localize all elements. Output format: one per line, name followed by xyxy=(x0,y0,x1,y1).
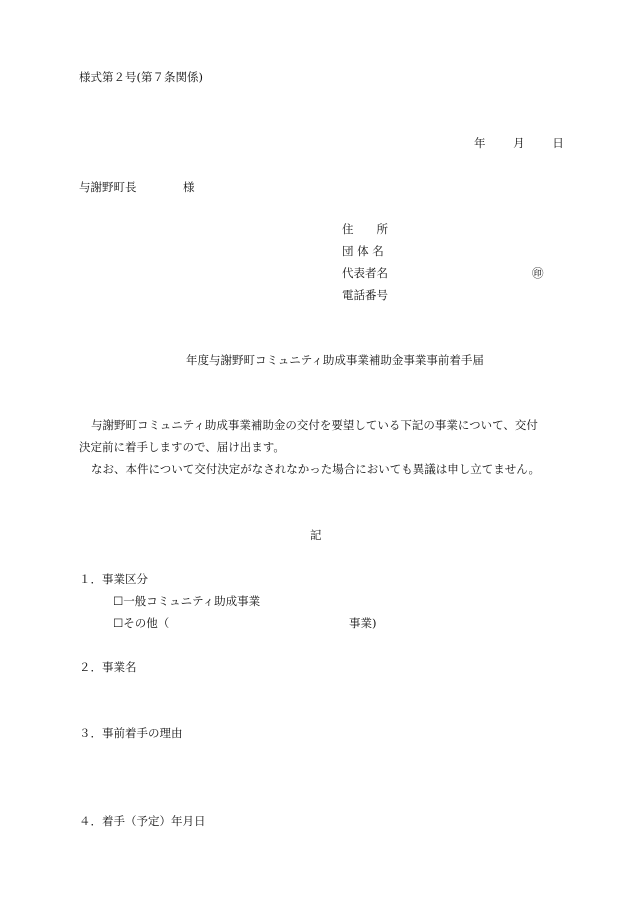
body-line-1: 与謝野町コミュニティ助成事業補助金の交付を要望している下記の事業について、交付 xyxy=(91,418,538,432)
item1-option-other-prefix: ☐その他（ xyxy=(113,616,170,630)
addressee-name: 与謝野町長 xyxy=(79,180,137,194)
applicant-group-label: 団 体 名 xyxy=(342,244,384,258)
date-month: 月 xyxy=(513,136,525,150)
form-number: 様式第２号(第７条関係) xyxy=(79,70,203,84)
item1-label: １．事業区分 xyxy=(79,572,148,586)
ki-heading: 記 xyxy=(310,528,322,542)
item1-option-general: ☐一般コミュニティ助成事業 xyxy=(113,594,261,608)
seal-mark: ㊞ xyxy=(532,266,544,280)
applicant-address-label: 住 所 xyxy=(342,222,388,236)
document-title: 年度与謝野町コミュニティ助成事業補助金事業事前着手届 xyxy=(186,353,484,367)
item2-label: ２．事業名 xyxy=(79,660,137,674)
applicant-representative-label: 代表者名 xyxy=(342,266,388,280)
item3-label: ３．事前着手の理由 xyxy=(79,726,183,740)
date-line xyxy=(474,138,564,150)
body-line-2: 決定前に着手しますので、届け出ます。 xyxy=(79,440,285,454)
item1-option-other-suffix: 事業) xyxy=(349,616,377,630)
date-year: 年 xyxy=(474,136,486,150)
body-line-3: なお、本件について交付決定がなされなかった場合においても異議は申し立てません。 xyxy=(91,462,540,476)
date-day: 日 xyxy=(552,136,564,150)
item4-label: ４．着手（予定）年月日 xyxy=(79,814,206,828)
addressee-honorific: 様 xyxy=(183,180,195,194)
applicant-phone-label: 電話番号 xyxy=(342,288,388,302)
